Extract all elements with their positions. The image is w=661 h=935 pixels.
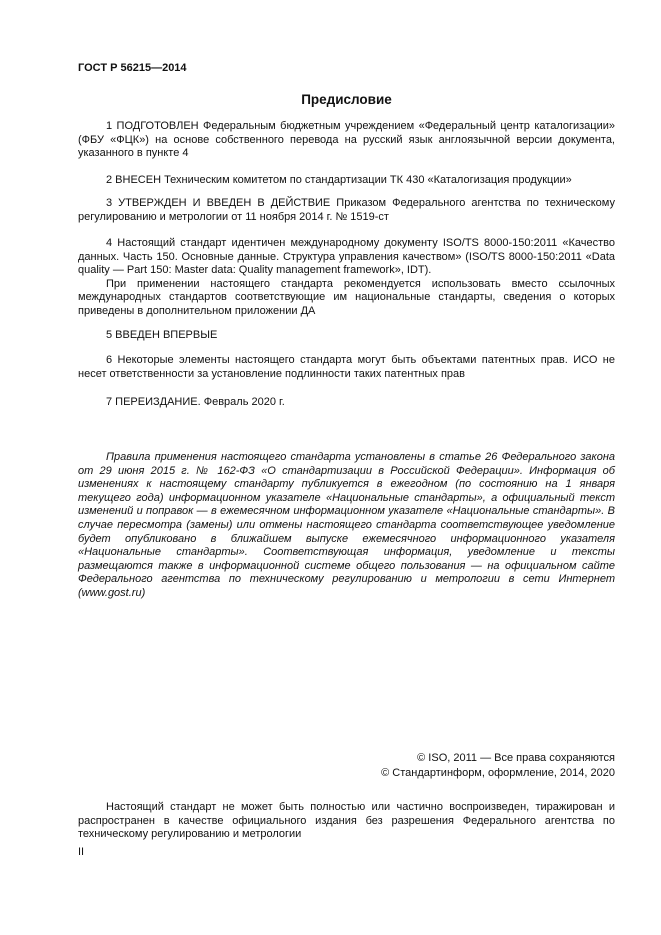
copyright-standartinform: © Стандартинформ, оформление, 2014, 2020 <box>381 767 615 779</box>
item-7: 7 ПЕРЕИЗДАНИЕ. Февраль 2020 г. <box>106 396 285 408</box>
standard-code: ГОСТ Р 56215—2014 <box>78 62 187 74</box>
item-4 <box>78 237 615 319</box>
item-5: 5 ВВЕДЕН ВПЕРВЫЕ <box>106 329 218 341</box>
page-title: Предисловие <box>301 92 392 107</box>
reproduction-note: Настоящий стандарт не может быть полностью или частично воспроизведен, тиражирован и распространен в качестве официального издания без разрешения Федерального агентства по техническому регулированию и метрологии <box>78 801 615 841</box>
item-4-note: При применении настоящего стандарта рекомендуется использовать вместо ссылочных международных стандартов соответствующие им национальные стандарты, сведения о которых приведены в дополнительном приложении ДА <box>78 277 615 317</box>
page-number: II <box>78 846 85 858</box>
rules-note: Правила применения настоящего стандарта установлены в статье 26 Федерального закона от 29 июня 2015 г. № 162-ФЗ «О стандартизации в Российской Федерации». Информация об изменениях к настоящему стандарту публикуется в ежегодном (по состоянию на 1 января текущего года) информационном указателе «Национальные стандарты», а официальный текст изменений и поправок — в ежемесячном информационном указателе «Национальные стандарты». В случае пересмотра (замены) или отмены настоящего стандарта соответствующее уведомление будет опубликовано в ближайшем выпуске ежемесячного информационного указателя «Национальные стандарты». Соответствующая информация, уведомление и тексты размещаются также в информационной системе общего пользования — на официальном сайте Федерального агентства по техническому регулированию и метрологии в сети Интернет (www.gost.ru) <box>78 451 615 599</box>
copyright-iso: © ISO, 2011 — Все права сохраняются <box>417 752 615 764</box>
item-1: 1 ПОДГОТОВЛЕН Федеральным бюджетным учреждением «Федеральный центр каталогизации» (ФБУ «ФЦК») на основе собственного перевода на русский язык англоязычной версии документа, указанного в пункте 4 <box>78 120 615 160</box>
item-3: 3 УТВЕРЖДЕН И ВВЕДЕН В ДЕЙСТВИЕ Приказом Федерального агентства по техническому регулированию и метрологии от 11 ноября 2014 г. № 1519-ст <box>78 197 615 223</box>
item-2: 2 ВНЕСЕН Техническим комитетом по стандартизации ТК 430 «Каталогизация продукции» <box>106 174 572 186</box>
item-4-text: 4 Настоящий стандарт идентичен международному документу ISO/TS 8000-150:2011 «Качество данных. Часть 150. Основные данные. Структура управления качеством» (ISO/TS 8000-150:2011 «Data quality — Part 150: Master data: Quality management framework», IDT). <box>78 237 615 277</box>
item-6: 6 Некоторые элементы настоящего стандарта могут быть объектами патентных прав. ИСО не несет ответственности за установление подлинности таких патентных прав <box>78 354 615 380</box>
